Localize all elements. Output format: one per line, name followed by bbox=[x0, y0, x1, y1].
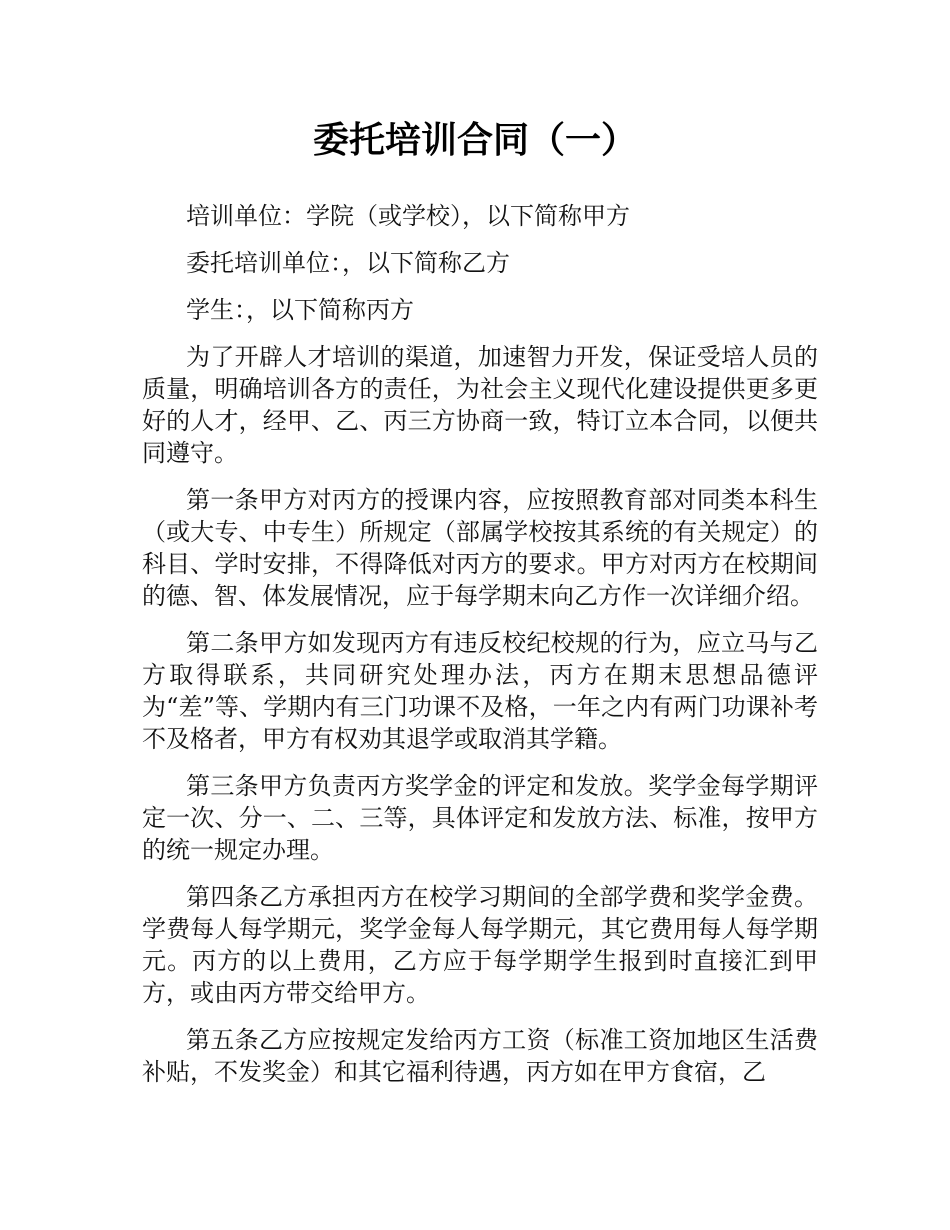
document-title: 委托培训合同（一） bbox=[312, 120, 637, 161]
article-4-paragraph: 第四条乙方承担丙方在校学习期间的全部学费和奖学金费。学费每人每学期元，奖学金每人每学期元，其它费用每人每学期元。丙方的以上费用，乙方应于每学期学生报到时直接汇到甲方，或由丙方带交给甲方。 bbox=[142, 883, 818, 1007]
article-2-paragraph: 第二条甲方如发现丙方有违反校纪校规的行为，应立马与乙方取得联系，共同研究处理办法，丙方在期末思想品德评为“差”等、学期内有三门功课不及格，一年之内有两门功课补考不及格者，甲方有权劝其退学或取消其学籍。 bbox=[142, 629, 818, 753]
preamble-paragraph: 为了开辟人才培训的渠道，加速智力开发，保证受培人员的质量，明确培训各方的责任，为社会主义现代化建设提供更多更好的人才，经甲、乙、丙三方协商一致，特订立本合同，以便共同遵守。 bbox=[142, 343, 818, 467]
party-a-line: 培训单位：学院（或学校），以下简称甲方 bbox=[186, 202, 630, 230]
party-c-line: 学生：，以下简称丙方 bbox=[186, 296, 414, 324]
article-5-paragraph: 第五条乙方应按规定发给丙方工资（标准工资加地区生活费补贴，不发奖金）和其它福利待遇，丙方如在甲方食宿，乙 bbox=[142, 1026, 818, 1086]
article-1-paragraph: 第一条甲方对丙方的授课内容，应按照教育部对同类本科生（或大专、中专生）所规定（部属学校按其系统的有关规定）的科目、学时安排，不得降低对丙方的要求。甲方对丙方在校期间的德、智、体发展情况，应于每学期末向乙方作一次详细介绍。 bbox=[142, 486, 818, 610]
article-3-paragraph: 第三条甲方负责丙方奖学金的评定和发放。奖学金每学期评定一次、分一、二、三等，具体评定和发放方法、标准，按甲方的统一规定办理。 bbox=[142, 772, 818, 864]
party-b-line: 委托培训单位：，以下简称乙方 bbox=[186, 249, 510, 277]
document-body bbox=[142, 200, 818, 1103]
